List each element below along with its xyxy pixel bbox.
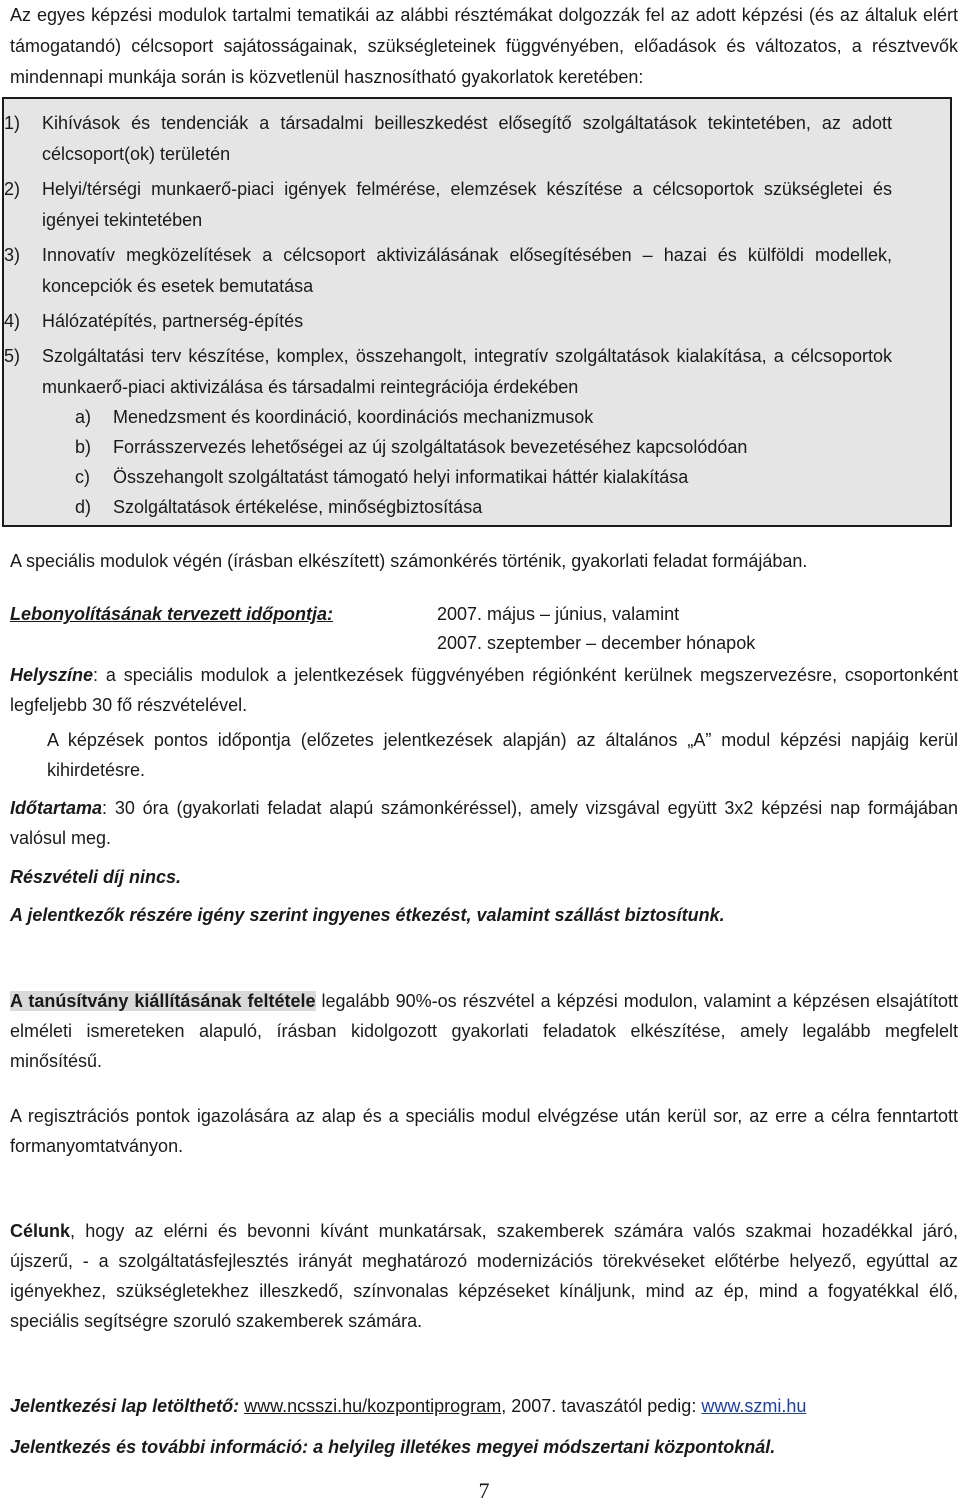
topic-text: Hálózatépítés, partnerség-építés [42, 311, 304, 331]
topic-number: 5) [4, 346, 21, 366]
topic-number: 4) [4, 311, 21, 331]
ncsszi-link[interactable]: www.ncsszi.hu/kozpontiprogram [244, 1396, 502, 1416]
topics-box [2, 97, 952, 527]
subtopic-letter: b) [75, 437, 92, 457]
subtopic-text: Szolgáltatások értékelése, minőségbiztosítása [113, 497, 483, 517]
duration-paragraph [10, 793, 958, 853]
timing-note: A képzések pontos időpontja (előzetes jelentkezések alapján) az általános „A” modul képzési napjáig kerül kihirdetésre. [47, 730, 958, 780]
topic-number: 1) [4, 113, 21, 133]
location-text: : a speciális modulok a jelentkezések függvényében régiónként kerülnek megszervezésre, csoportonként legfeljebb 30 fő részvételével. [10, 665, 958, 715]
catering-notice: A jelentkezők részére igény szerint ingyenes étkezést, valamint szállást biztosítunk. [10, 905, 725, 925]
subtopic-letter: c) [75, 467, 90, 487]
szmi-link[interactable]: www.szmi.hu [701, 1396, 807, 1416]
subtopic-item [75, 402, 893, 433]
topic-number: 2) [4, 179, 21, 199]
topic-text: Innovatív megközelítések a célcsoport aktivizálásának elősegítésében – hazai és külföldi modellek, koncepciók és esetek bemutatása [42, 245, 892, 296]
topic-item [4, 174, 892, 236]
topic-item [4, 306, 892, 337]
duration-text: : 30 óra (gyakorlati feladat alapú számonkéréssel), amely vizsgával együtt 3x2 képzési nap formájában valósul meg. [10, 798, 958, 848]
subtopic-item [75, 432, 893, 463]
subtopic-item [75, 492, 893, 523]
subtopic-letter: d) [75, 497, 92, 517]
download-row [10, 1391, 958, 1421]
contact-notice: Jelentkezés és további információ: a helyileg illetékes megyei módszertani központoknál. [10, 1437, 776, 1457]
goal-label: Célunk [10, 1221, 71, 1241]
certificate-highlight: A tanúsítvány kiállításának feltétele [10, 991, 316, 1011]
certificate-text: legalább 90%-os részvétel a képzési modulon, valamint a képzésen elsajátított elméleti ismereteken alapuló, írásban kidolgozott gyakorlati feladatok elkészítése, amely legalább megfelelt minősítésű. [10, 991, 958, 1071]
topic-text: Kihívások és tendenciák a társadalmi beilleszkedést elősegítő szolgáltatások tekintetében, az adott célcsoport(ok) területén [42, 113, 892, 164]
certificate-paragraph [10, 986, 958, 1076]
subtopic-item [75, 462, 893, 493]
schedule-date-1: 2007. május – június, valamint [437, 604, 680, 624]
subtopic-text: Összehangolt szolgáltatást támogató helyi informatikai háttér kialakítása [113, 467, 689, 487]
goal-paragraph [10, 1216, 958, 1336]
exam-paragraph: A speciális modulok végén (írásban elkészített) számonkérés történik, gyakorlati feladat formájában. [10, 551, 808, 571]
subtopic-text: Menedzsment és koordináció, koordinációs mechanizmusok [113, 407, 594, 427]
fee-notice: Részvételi díj nincs. [10, 867, 182, 887]
topic-item [4, 108, 892, 170]
intro-paragraph: Az egyes képzési modulok tartalmi tematikái az alábbi résztémákat dolgozzák fel az adott képzési (és az általuk elért támogatandó) célcsoport sajátosságainak, szükségleteinek függvényében, előadások és változatos, a résztvevők mindennapi munkája során is közvetlenül hasznosítható gyakorlatok keretében: [10, 5, 958, 87]
subtopic-letter: a) [75, 407, 92, 427]
topic-number: 3) [4, 245, 21, 265]
download-label: Jelentkezési lap letölthető: [10, 1396, 240, 1416]
registration-points-paragraph: A regisztrációs pontok igazolására az alap és a speciális modul elvégzése után kerül sor, az erre a célra fenntartott formanyomtatványon. [10, 1106, 958, 1156]
page-number: 7 [478, 1478, 490, 1503]
download-middle-text: , 2007. tavaszától pedig: [501, 1396, 702, 1416]
schedule-date-2: 2007. szeptember – december hónapok [437, 633, 756, 653]
schedule-row [10, 599, 958, 629]
topic-text: Szolgáltatási terv készítése, komplex, összehangolt, integratív szolgáltatások kialakítása, a célcsoportok munkaerő-piaci aktivizálása és társadalmi reintegrációja érdekében [42, 346, 892, 397]
duration-label: Időtartama [10, 798, 103, 818]
topic-text: Helyi/térségi munkaerő-piaci igények felmérése, elemzések készítése a célcsoportok szükségletei és igényei tekintetében [42, 179, 892, 230]
location-paragraph [10, 660, 958, 720]
goal-text: , hogy az elérni és bevonni kívánt munkatársak, szakemberek számára valós szakmai hozadékkal járó, újszerű, - a szolgáltatásfejlesztés irányát meghatározó modernizációs törekvéseket előtérbe helyező, egyúttal az igényekhez, szükségletekhez illeszkedő, színvonalas képzéseket kínáljunk, mind az ép, mind a fogyatékkal élő, speciális segítségre szoruló szakemberek számára. [10, 1221, 958, 1331]
topic-item [4, 240, 892, 302]
location-label: Helyszíne [10, 665, 94, 685]
subtopic-text: Forrásszervezés lehetőségei az új szolgáltatások bevezetéséhez kapcsolódóan [113, 437, 748, 457]
topic-item [4, 341, 892, 403]
schedule-label: Lebonyolításának tervezett időpontja: [10, 604, 334, 624]
